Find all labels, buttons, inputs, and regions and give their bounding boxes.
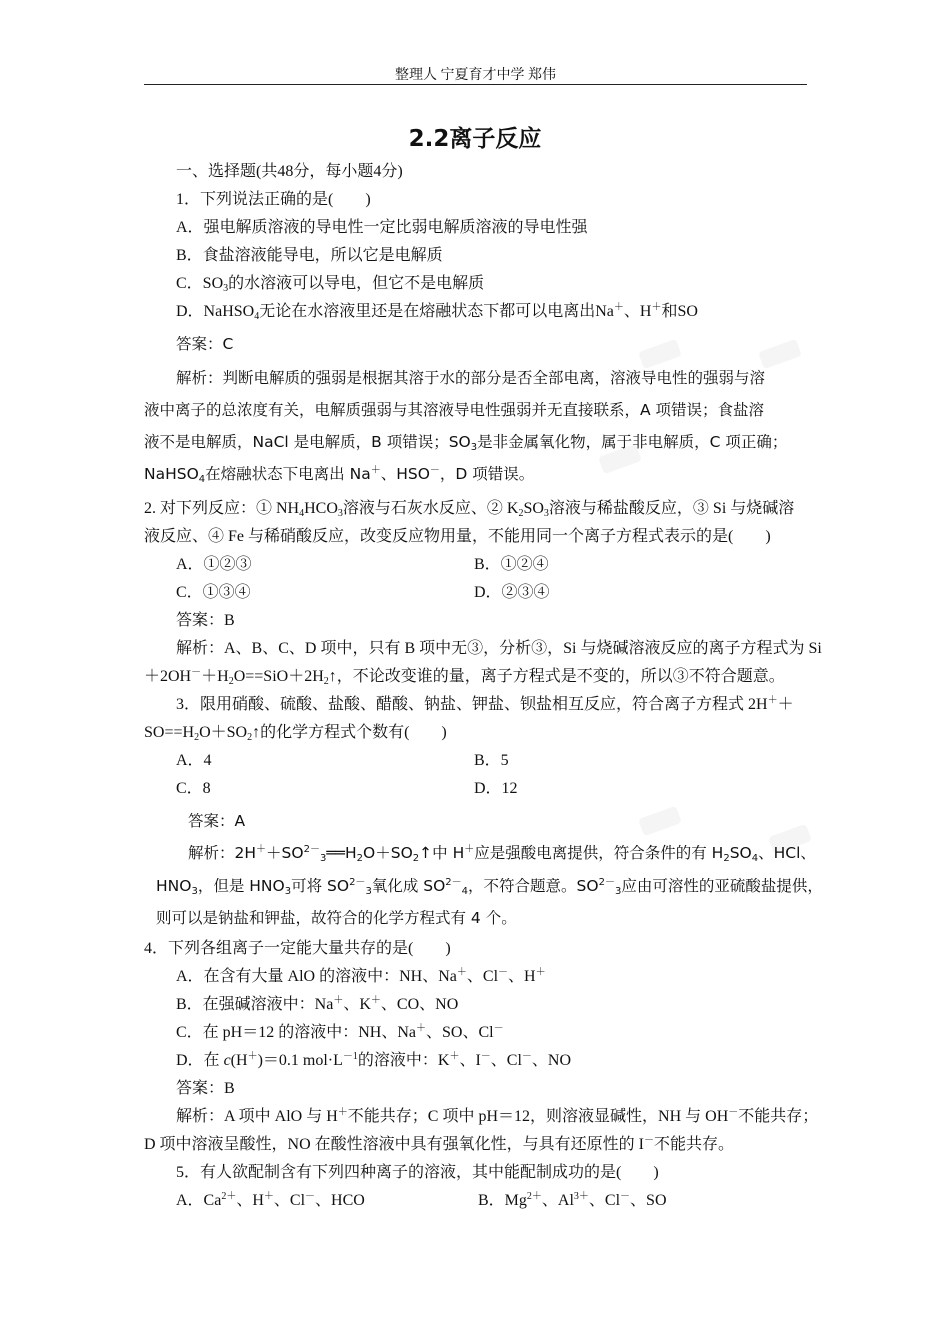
q3-option-c: C．8: [176, 780, 211, 797]
q4-option-c: C．在 pH＝12 的溶液中：NH、Na＋、SO、Cl－: [176, 1023, 504, 1041]
q2-answer: 答案：B: [176, 612, 235, 629]
q1-option-b: B．食盐溶液能导电，所以它是电解质: [176, 247, 443, 264]
q3-option-b: B．5: [474, 752, 509, 769]
watermark-mark: [638, 339, 682, 370]
question-5-stem: 5．有人欲配制含有下列四种离子的溶液，其中能配制成功的是( ): [176, 1164, 659, 1181]
q1-explanation: 液不是电解质，NaCl 是电解质，B 项错误；$SO_3$是非金属氧化物，属于非电解质，C 项正确；: [144, 433, 788, 453]
question-2-stem: 液反应、④ Fe 与稀硝酸反应，改变反应物用量，不能用同一个离子方程式表示的是( ): [144, 528, 771, 545]
question-3-stem: 3．限用硝酸、硫酸、盐酸、醋酸、钠盐、钾盐、钡盐相互反应，符合离子方程式 2H＋＋: [176, 695, 794, 713]
q3-explanation: 解析：$2H^++SO^{2-}_3══H_2O+SO_2↑$中 H＋应是强酸电离提供，符合条件的有 $H_2SO_4$、HCl、: [188, 844, 816, 864]
q3-option-d: D．12: [474, 780, 518, 797]
q1-explanation: NaHSO$_4$在熔融状态下电离出 Na＋、HSO－，D 项错误。: [144, 465, 535, 485]
question-4-stem: 4．下列各组离子一定能大量共存的是( ): [144, 940, 451, 957]
q2-option-a: A．①②③: [176, 556, 252, 573]
q3-option-a: A．4: [176, 752, 212, 769]
q3-explanation: $HNO_3$，但是 $HNO_3$可将 $SO^{2-}_3$氧化成 $SO^{2-}_4$，不符合题意。$SO^{2-}_3$应由可溶性的亚硫酸盐提供，: [156, 877, 823, 897]
q1-option-d: D．NaHSO$_4$无论在水溶液里还是在熔融状态下都可以电离出Na＋、H＋和SO: [176, 302, 698, 322]
q2-explanation: 解析：A、B、C、D 项中，只有 B 项中无③，分析③，Si 与烧碱溶液反应的离子方程式为 Si: [176, 640, 822, 657]
q2-explanation: $+2OH^-+H_2O==SiO+2H_2↑$，不论改变谁的量，离子方程式是不变的，所以③不符合题意。: [144, 667, 785, 687]
q4-option-d: D．在 c(H＋)＝0.1 $mol\cdot L^{-1}$的溶液中：K＋、I－、Cl－、NO: [176, 1051, 572, 1069]
q2-option-b: B．①②④: [474, 556, 549, 573]
q4-explanation: D 项中溶液呈酸性，NO 在酸性溶液中具有强氧化性，与具有还原性的 I－不能共存。: [144, 1135, 735, 1153]
q4-explanation: 解析：A 项中 AlO 与 H＋不能共存；C 项中 pH＝12，则溶液显碱性，NH 与 OH－不能共存；: [176, 1107, 819, 1125]
q4-option-a: A．在含有大量 AlO 的溶液中：NH、Na＋、Cl－、H＋: [176, 967, 546, 985]
question-2-stem: 2. 对下列反应：① $NH_4HCO_3$溶液与石灰水反应、② $K_2SO_3$溶液与稀盐酸反应，③ Si 与烧碱溶: [144, 500, 795, 519]
q1-explanation: 解析：判断电解质的强弱是根据其溶于水的部分是否全部电离，溶液导电性的强弱与溶: [176, 369, 766, 387]
q2-option-d: D．②③④: [474, 584, 550, 601]
q2-option-c: C．①③④: [176, 584, 251, 601]
q4-option-b: B．在强碱溶液中：Na＋、K＋、CO、NO: [176, 995, 459, 1013]
q5-option-a: A．$Ca^{2+}$、H＋、Cl－、HCO: [176, 1191, 365, 1209]
question-1-stem: 1．下列说法正确的是( ): [176, 191, 371, 208]
q1-explanation: 液中离子的总浓度有关，电解质强弱与其溶液导电性强弱并无直接联系，A 项错误；食盐溶: [144, 401, 765, 419]
question-3-stem: $SO==H_2O+SO_2↑$的化学方程式个数有( ): [144, 724, 447, 743]
section-heading: 一、选择题(共48分，每小题4分): [176, 163, 403, 180]
header-rule: [144, 84, 807, 85]
q1-answer: 答案：C: [176, 335, 234, 353]
q4-answer: 答案：B: [176, 1080, 235, 1097]
q1-option-c: C．$SO_3$的水溶液可以导电，但它不是电解质: [176, 275, 485, 294]
q5-option-b: B．$Mg^{2+}$、$Al^{3+}$、Cl－、SO: [478, 1191, 667, 1209]
q3-explanation: 则可以是钠盐和钾盐，故符合的化学方程式有 4 个。: [156, 909, 517, 927]
q1-option-a: A．强电解质溶液的导电性一定比弱电解质溶液的导电性强: [176, 219, 588, 236]
q3-answer: 答案：A: [188, 812, 246, 830]
page-title: 2.2离子反应: [408, 126, 542, 152]
page-header: 整理人 宁夏育才中学 郑伟: [395, 68, 556, 83]
watermark-mark: [758, 339, 802, 370]
watermark-mark: [638, 806, 682, 837]
